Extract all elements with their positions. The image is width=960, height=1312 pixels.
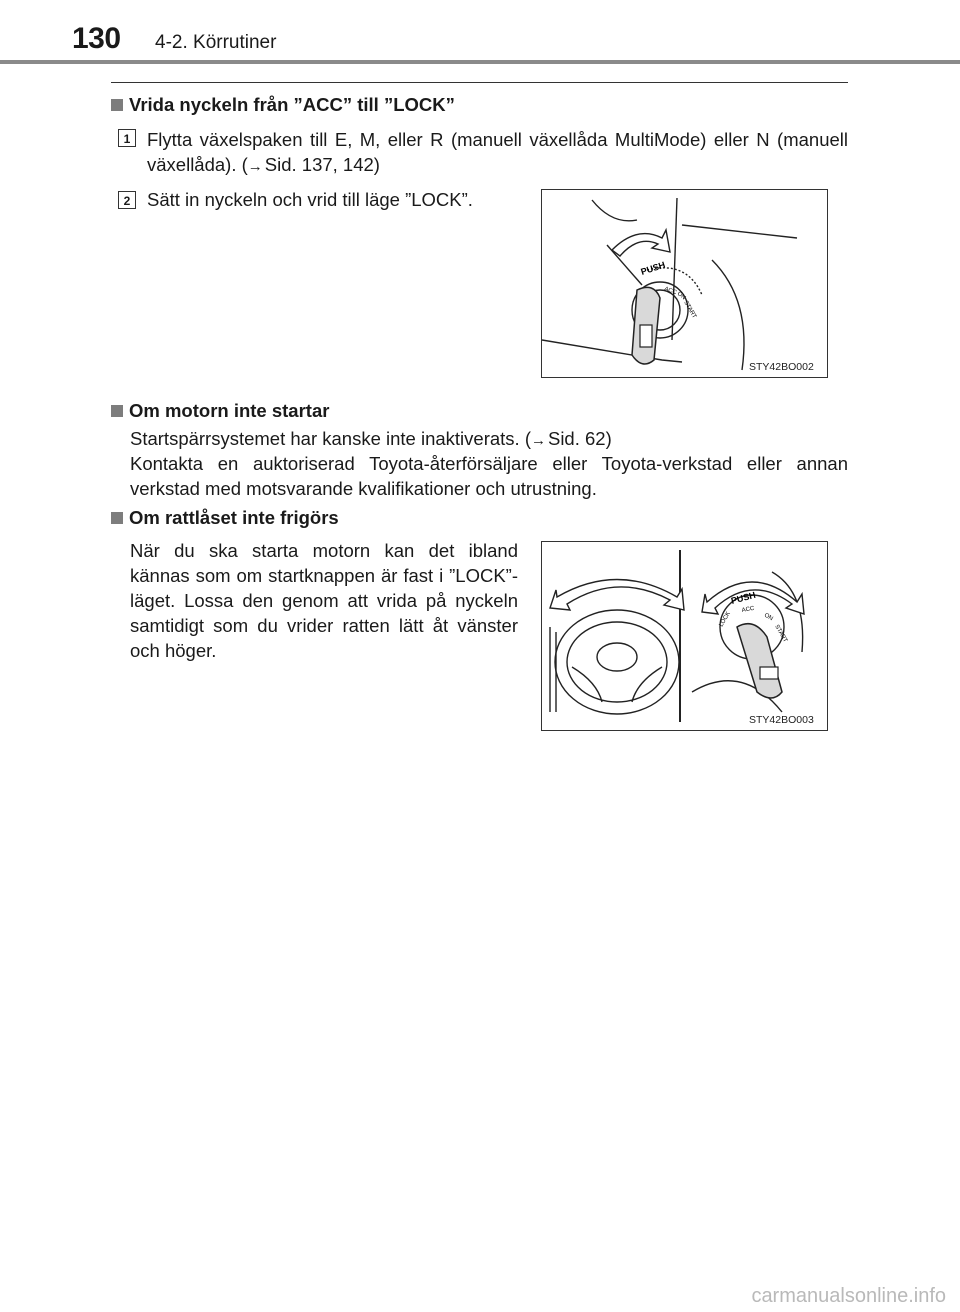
watermark: carmanualsonline.info [751, 1285, 946, 1307]
key-switch-illustration [542, 190, 827, 377]
page-header [0, 0, 960, 60]
heading-text: Om rattlåset inte frigörs [129, 507, 339, 528]
switch-position-acc: ACC [663, 286, 678, 297]
switch-position-start: START [773, 624, 789, 644]
heading-text: Vrida nyckeln från ”ACC” till ”LOCK” [129, 94, 455, 115]
switch-position-on: ON [675, 290, 687, 302]
header-rule [0, 60, 960, 64]
figure-key-switch [541, 189, 828, 378]
chapter-title: 4-2. Körrutiner [155, 32, 277, 53]
switch-push-label: PUSH [729, 589, 757, 606]
switch-position-lock: LOCK [718, 610, 732, 628]
step-number-1: 1 [118, 129, 136, 147]
switch-position-start: START [682, 300, 698, 320]
heading-text: Om motorn inte startar [129, 400, 330, 421]
page-reference-link[interactable]: Sid. 137, 142 [264, 154, 374, 175]
page-reference-link[interactable]: Sid. 62 [547, 428, 606, 449]
page-number: 130 [72, 22, 121, 55]
section-heading-turn-key [111, 94, 455, 116]
steering-wheel-illustration [542, 542, 827, 730]
step-2-text: Sätt in nyckeln och vrid till läge ”LOCK”. [147, 189, 473, 210]
figure-steering-lock [541, 541, 828, 731]
step-number-2: 2 [118, 191, 136, 209]
square-bullet-icon [111, 405, 123, 417]
section-heading-engine-not-starting [111, 400, 329, 422]
arrow-right-icon: → [247, 158, 263, 175]
step-1-text: Flytta växelspaken till E, M, eller R (manuell växellåda MultiMode) eller N (manuell växellåda). (→ Sid. 137, 142) [147, 129, 848, 175]
square-bullet-icon [111, 99, 123, 111]
arrow-right-icon: → [530, 432, 546, 449]
section-heading-steering-lock [111, 507, 339, 529]
figure-caption: STY42BO002 [749, 361, 814, 373]
switch-push-label: PUSH [639, 259, 667, 277]
switch-position-acc: ACC [741, 605, 755, 614]
switch-position-on: ON [763, 612, 774, 623]
square-bullet-icon [111, 512, 123, 524]
immobilizer-text: Startspärrsystemet har kanske inte inaktiverats. (→ Sid. 62) [130, 428, 612, 449]
figure-caption: STY42BO003 [749, 714, 814, 726]
contact-dealer-text: Kontakta en auktoriserad Toyota-återförsäljare eller Toyota-verkstad eller annan verkstad med motsvarande kvalifikationer och utrustning. [130, 453, 848, 499]
section-rule [111, 82, 848, 83]
steering-lock-text: När du ska starta motorn kan det ibland kännas som om startknappen är fast i ”LOCK”-läget. Lossa den genom att vrida på nyckeln samtidigt som du vrider ratten lätt åt vänster och höger. [130, 540, 518, 661]
